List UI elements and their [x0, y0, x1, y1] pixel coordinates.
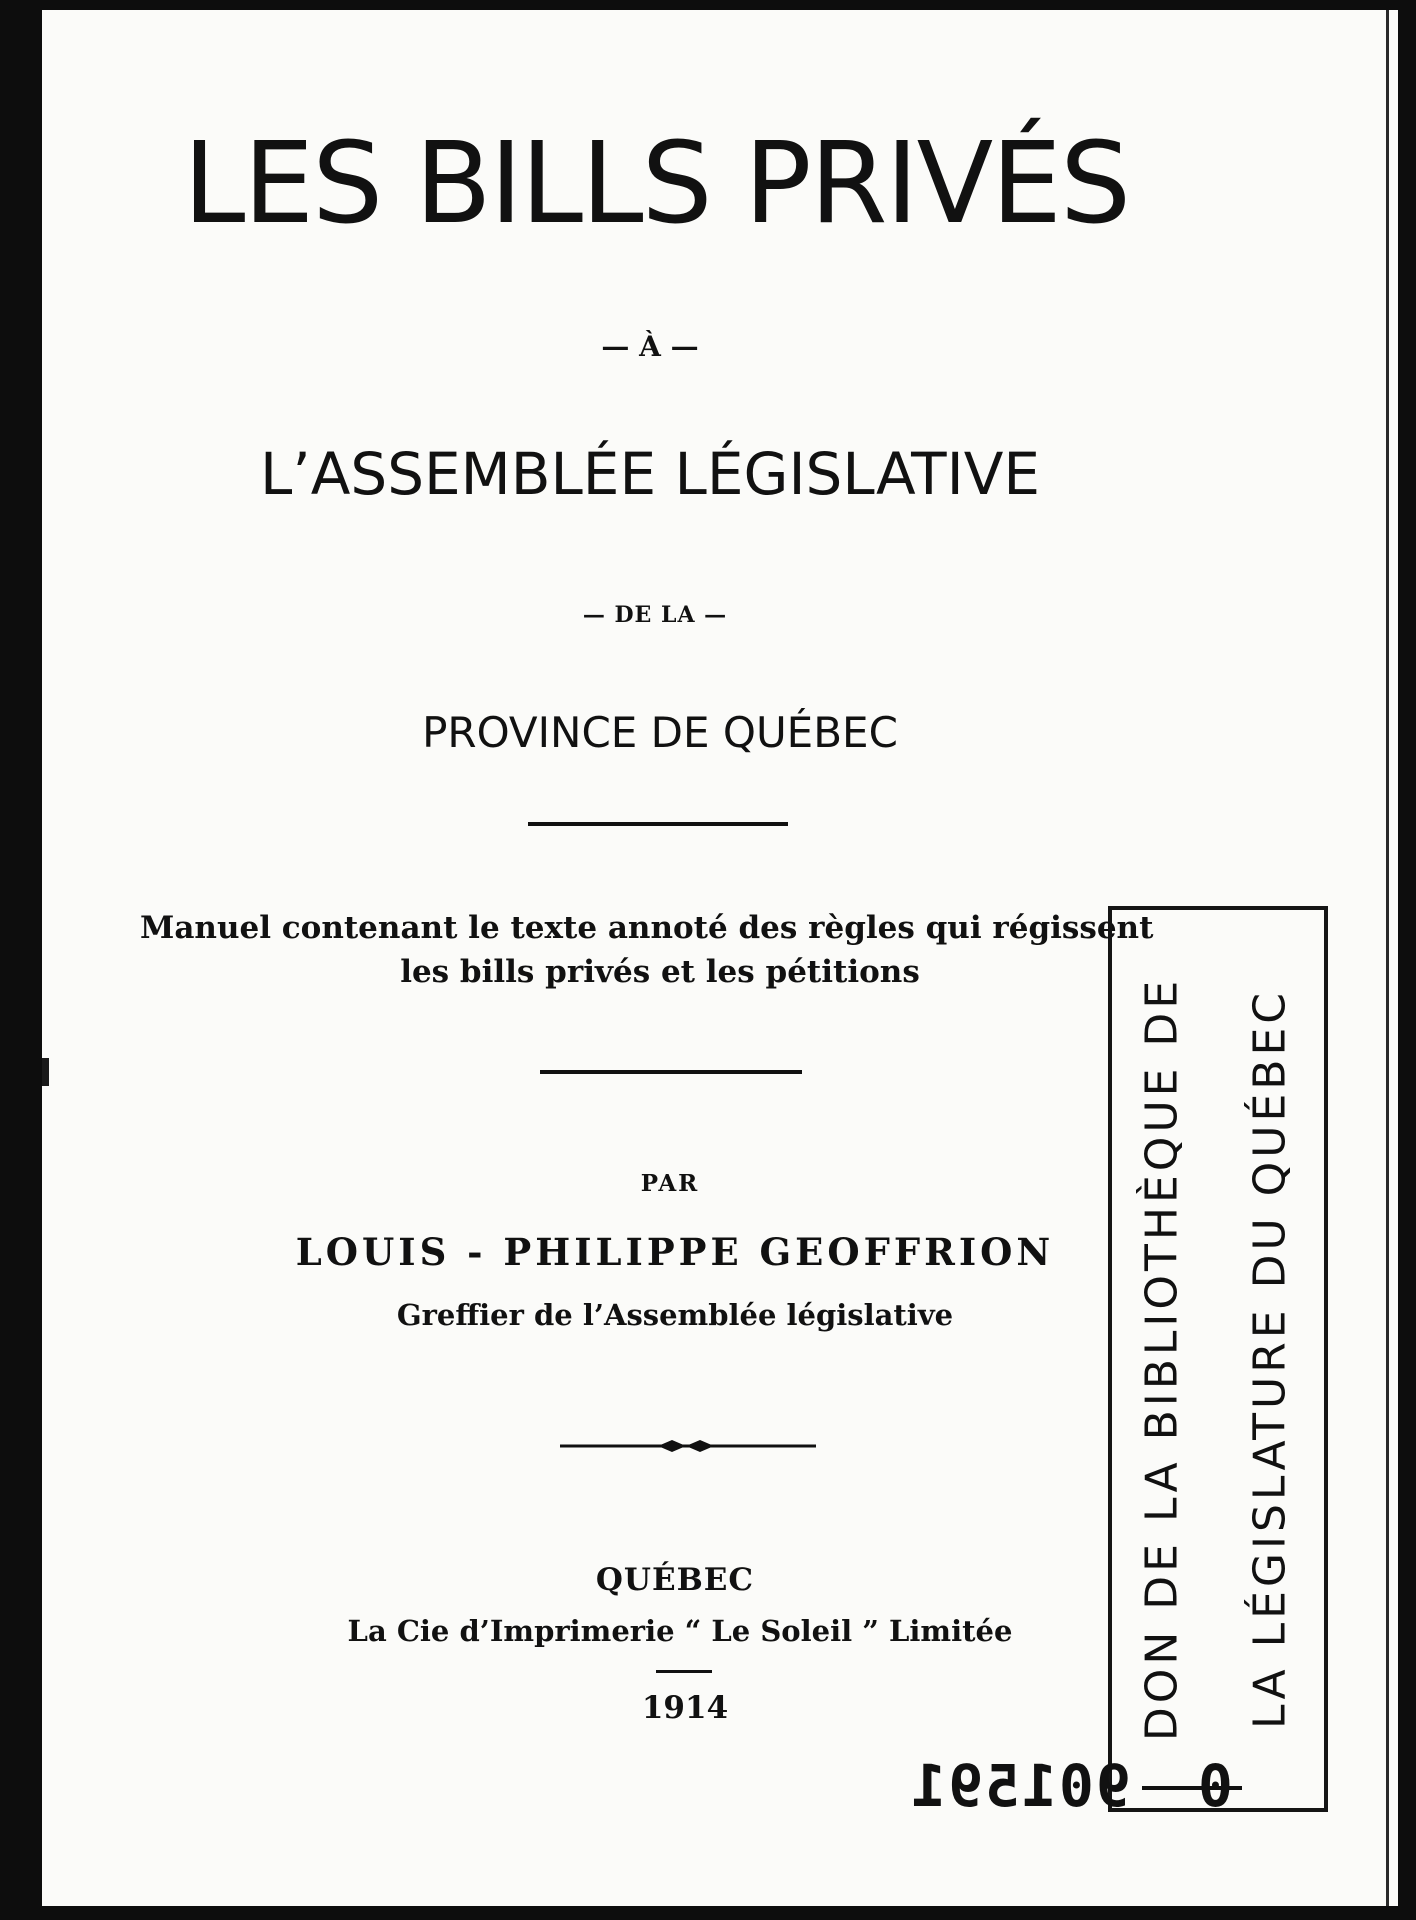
author-role: Greffier de l’Assemblée législative [396, 1298, 954, 1332]
accession-number: 901591 [909, 1752, 1131, 1820]
stamp-line-2: LA LÉGISLATURE DU QUÉBEC [1244, 989, 1296, 1729]
page-edge-line [1386, 10, 1389, 1906]
library-stamp [1108, 906, 1328, 1812]
title-connector-de-la: — DE LA — [582, 602, 728, 628]
assembly-heading: L’ASSEMBLÉE LÉGISLATIVE [259, 440, 1041, 508]
publication-year: 1914 [641, 1690, 729, 1726]
accession-suffix: 0 [1198, 1752, 1233, 1820]
short-rule [656, 1670, 712, 1673]
publication-city: QUÉBEC [595, 1562, 755, 1598]
divider-rule [528, 822, 788, 826]
book-title: LES BILLS PRIVÉS [182, 119, 1130, 249]
scan-border-top [0, 0, 1416, 10]
scan-border-bottom [0, 1906, 1416, 1920]
publisher: La Cie d’Imprimerie “ Le Soleil ” Limitée [347, 1614, 1013, 1648]
scan-border-left [0, 0, 42, 1920]
scan-border-right [1398, 0, 1416, 1920]
by-label: PAR [640, 1170, 700, 1197]
title-connector-a: — À — [601, 330, 699, 363]
author-name: LOUIS - PHILIPPE GEOFFRION [295, 1230, 1055, 1274]
divider-rule [540, 1070, 802, 1074]
province-heading: PROVINCE DE QUÉBEC [422, 708, 898, 757]
description-line-1: Manuel contenant le texte annoté des règles qui régissent [140, 910, 1154, 946]
ornament-divider [560, 1436, 816, 1456]
stamp-line-1: DON DE LA BIBLIOTHÈQUE DE [1136, 976, 1188, 1742]
margin-mark [42, 1058, 49, 1086]
accession-stamp [880, 1752, 1240, 1822]
description-line-2: les bills privés et les pétitions [400, 954, 920, 990]
